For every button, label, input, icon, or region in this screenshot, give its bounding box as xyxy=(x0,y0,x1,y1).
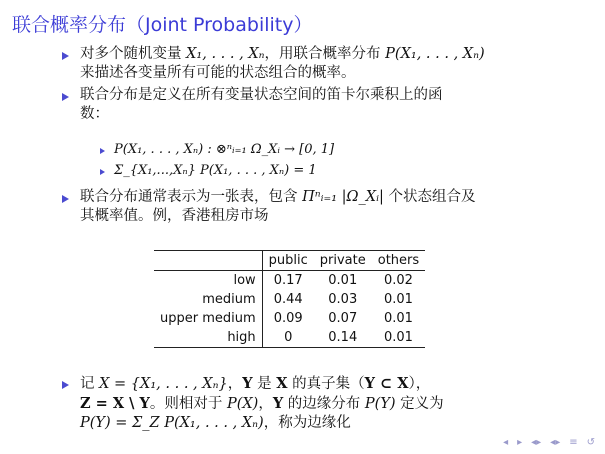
table-row xyxy=(154,271,425,291)
bullet-1-line-1: 对多个随机变量 X₁, . . . , Xₙ，用联合概率分布 P(X₁, . . . , Xₙ) xyxy=(80,46,485,62)
table-header-cell: others xyxy=(372,251,425,271)
nav-right-icon[interactable]: ▸ xyxy=(517,437,523,448)
sub-bullet-marker xyxy=(100,148,105,154)
table-row xyxy=(154,328,425,348)
nav-menu-icon[interactable]: ≡ xyxy=(569,437,578,448)
table-row-label: high xyxy=(154,328,262,348)
table-cell: 0.02 xyxy=(383,273,413,288)
table-cell: 0.09 xyxy=(273,311,303,326)
bullet-marker xyxy=(62,52,69,60)
nav-section-icon[interactable]: ◂▸ xyxy=(531,437,542,448)
page-title: 联合概率分布（Joint Probability） xyxy=(12,14,313,36)
table-cell: 0.01 xyxy=(372,328,425,348)
bullet-3-line-2: 其概率值。例，香港租房市场 xyxy=(80,208,269,224)
table-row xyxy=(154,290,425,309)
bullet-marker xyxy=(62,93,69,101)
bullet-2-line-2: 数： xyxy=(80,106,109,122)
bullet-4-line-2: Z = X \ Y。则相对于 P(X)，Y 的边缘分布 P(Y) 定义为 xyxy=(80,395,444,412)
bullet-marker xyxy=(62,195,69,203)
bullet-2-line-1: 联合分布是定义在所有变量状态空间的笛卡尔乘积上的函 xyxy=(80,87,443,103)
table-cell: 0.44 xyxy=(273,292,303,307)
table-row-label: low xyxy=(154,271,262,291)
bullet-4-line-1: 记 X = {X₁, . . . , Xₙ}，Y 是 X 的真子集（Y ⊂ X）， xyxy=(80,375,431,392)
table-header-cell: public xyxy=(262,251,314,271)
table-cell: 0 xyxy=(262,328,314,348)
sub-bullet-1: P(X₁, . . . , Xₙ) : ⊗ⁿᵢ₌₁ Ω_Xᵢ → [0, 1] xyxy=(114,142,335,157)
table-row xyxy=(154,309,425,328)
sub-bullet-2: Σ_{X₁,...,Xₙ} P(X₁, . . . , Xₙ) = 1 xyxy=(114,163,317,178)
table-cell: 0.07 xyxy=(328,311,358,326)
table-cell: 0.01 xyxy=(383,292,413,307)
nav-subsection-icon[interactable]: ◂▸ xyxy=(550,437,561,448)
table-row-label: upper medium xyxy=(154,309,262,328)
table-cell: 0.17 xyxy=(273,273,303,288)
bullet-marker xyxy=(62,381,69,389)
table-corner xyxy=(154,251,262,271)
bullet-4-line-3: P(Y) = Σ_Z P(X₁, . . . , Xₙ)，称为边缘化 xyxy=(80,415,351,431)
nav-left-icon[interactable]: ◂ xyxy=(503,437,509,448)
bullet-1-line-2: 来描述各变量所有可能的状态组合的概率。 xyxy=(80,65,356,81)
table-cell: 0.01 xyxy=(328,273,358,288)
table-row-label: medium xyxy=(154,290,262,309)
bullet-3-line-1: 联合分布通常表示为一张表，包含 Πⁿᵢ₌₁ |Ω_Xᵢ| 个状态组合及 xyxy=(80,189,476,205)
table-cell: 0.03 xyxy=(328,292,358,307)
nav-search-icon[interactable]: ↺ xyxy=(586,437,595,448)
sub-bullet-marker xyxy=(100,169,105,175)
beamer-navigation-bar xyxy=(503,437,595,448)
rental-probability-table xyxy=(154,250,425,348)
table-header-cell: private xyxy=(314,251,372,271)
table-cell: 0.14 xyxy=(314,328,372,348)
table-cell: 0.01 xyxy=(383,311,413,326)
